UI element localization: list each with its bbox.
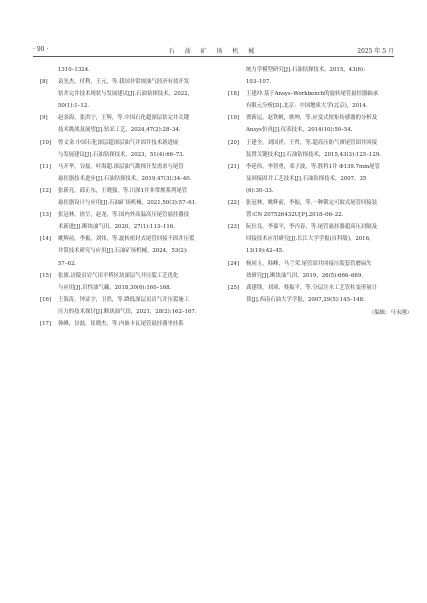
- reference-entry: [228, 282, 412, 306]
- reference-line: 王海涛，钟证宇，卫然，等.降低深层页岩气井压裂施工: [58, 296, 190, 303]
- reference-number: [20]: [228, 139, 240, 146]
- reference-line: 贾新运，赵铁帆，耿坤，等.应变式扭矩传感器的分析及: [246, 115, 378, 122]
- reference-number: [11]: [40, 163, 52, 170]
- reference-line: 悬挂器设计与应用[J].石油矿场机械，2021,50(3):57–61.: [58, 200, 197, 207]
- reference-line: 技术挑战及展望[J].钻采工艺，2024,47(2):28–34.: [58, 127, 181, 134]
- reference-line: 钻井完井技术现状与发展建议[J].石油钻探技术，2022，: [58, 91, 194, 98]
- reference-number: [14]: [40, 236, 52, 243]
- reference-line: 与发展建议[J].石油钻探技术，2023，51(4):66–73.: [58, 151, 185, 158]
- reference-line: 置:CN 207526432U[P].2018–06–22.: [246, 212, 344, 219]
- reference-number: [12]: [40, 187, 52, 194]
- reference-number: [23]: [228, 224, 240, 231]
- reference-line: 龚建锋，刘琦，蔡振平，等.分层注水工艺管柱变形量计: [246, 284, 378, 291]
- reference-line: 井筒技术研究与应用[J].石油矿场机械，2024，53(2):: [58, 248, 188, 255]
- reference-line: 王建全，刘国祥，王哲，等.超高压防气窜尾管固井回接: [246, 139, 378, 146]
- reference-entry: [228, 112, 412, 136]
- reference-number: [18]: [228, 91, 240, 98]
- editor-note: （编辑：马永刚）: [368, 309, 412, 316]
- reference-line: 杨同玉，韩峰，马兰荣.尾管固井回接压裂套管磨扁失: [246, 260, 372, 267]
- reference-number: [13]: [40, 212, 52, 219]
- reference-entry: [228, 88, 412, 112]
- reference-entry: [40, 209, 224, 233]
- reference-line: 袁光杰，付利，王元，等.我国非常规油气经济有效开发: [58, 79, 190, 86]
- reference-number: [17]: [40, 320, 52, 327]
- reference-line: 57–62.: [58, 260, 77, 267]
- reference-line: 效研究[J].断块油气田，2019，26(5):666–669.: [246, 272, 364, 279]
- reference-line: 有限元分析[D].北京：中国地质大学(北京)，2014.: [246, 103, 368, 110]
- reference-line: 阮位良，李嘉平，李丙春，等.尾管悬挂器超高压封隔及: [246, 224, 378, 231]
- reference-entry: [44, 64, 224, 76]
- reference-entry: [228, 161, 412, 197]
- reference-line: 马开华，谷磊，叶海超.深层油气勘探开发需求与尾管: [58, 163, 184, 170]
- reference-entry: [232, 64, 412, 88]
- header-rule: [33, 56, 394, 57]
- reference-entry: [40, 76, 224, 112]
- reference-line: 张旗.涪陵页岩气田平桥区块深层气井压裂工艺优化: [58, 272, 179, 279]
- reference-number: [10]: [40, 139, 52, 146]
- reference-entry: [40, 294, 224, 318]
- issue-date: 2025 年 5 月: [357, 48, 394, 55]
- reference-entry: [40, 233, 224, 269]
- reference-line: 压力的技术探讨[J].断块油气田，2021，28(2):162–167.: [58, 308, 197, 315]
- reference-line: 13(19):42–45.: [246, 248, 284, 255]
- reference-line: 姚辉前，李振，刘伟，等.旋转密封式尾管回接不固井压裂: [58, 236, 195, 243]
- reference-line: 李延伟，李智勇，邓子波，等.胜科1井 Φ139.7mm尾管: [246, 163, 380, 170]
- reference-entry: [228, 137, 412, 161]
- reference-line: 赵金海，张洪宁，王辉，等.中国石化超深层钻完井关键: [58, 115, 190, 122]
- reference-number: [24]: [228, 260, 240, 267]
- reference-line: 悬挂器技术进步[J].石油钻探技术，2019,47(3):34–40.: [58, 175, 192, 182]
- reference-number: [22]: [228, 200, 240, 207]
- reference-line: 韩峰，谷磊，崔晓杰，等.内嵌卡瓦尾管悬挂器坐挂系: [58, 320, 184, 327]
- reference-number: [16]: [40, 296, 52, 303]
- reference-line: 50(1):1–12.: [58, 103, 90, 110]
- reference-line: 王建冲.基于Ansys–Workbench的旋转尾管悬挂器轴承: [246, 91, 379, 98]
- reference-line: 张冠林，姚辉前，李振，等.一种锁定可取式尾管回接装: [246, 200, 378, 207]
- reference-number: [19]: [228, 115, 240, 122]
- reference-number: [15]: [40, 272, 52, 279]
- reference-entry: [40, 137, 224, 161]
- reference-entry: [40, 185, 224, 209]
- reference-line: 统力学模型研究[J].石油钻探技术，2015，43(6)：: [246, 67, 369, 73]
- reference-line: (6):30–33.: [246, 187, 274, 194]
- reference-entry: [40, 270, 224, 294]
- reference-number: [21]: [228, 163, 240, 170]
- reference-line: 1310–1324.: [58, 67, 90, 73]
- reference-line: 张新亮，邱正东，王晓强，等.川深1井非常规系列尾管: [58, 187, 188, 194]
- reference-entry: [40, 161, 224, 185]
- reference-number: [25]: [228, 284, 240, 291]
- left-column: [40, 64, 224, 330]
- reference-line: 张冠林，徐呈，赵龙，等.国内外高温高压尾管悬挂器技: [58, 212, 190, 219]
- reference-line: 术新进[J].断块油气田，2020，27(1):113–116.: [58, 224, 176, 231]
- reference-line: Ansys仿真[J].仪表技术，2014(10):50–54.: [246, 127, 353, 134]
- reference-entry: [228, 221, 412, 257]
- reference-line: 装置关键技术[J].石油钻探技术，2015,43(3):125–129.: [246, 151, 381, 158]
- reference-number: [9]: [40, 115, 48, 122]
- reference-entry: [40, 112, 224, 136]
- reference-entry: [228, 197, 412, 221]
- reference-line: 回接技术应用研究[J].长江大学学报(自科版)，2016，: [246, 236, 375, 243]
- reference-line: 及回接固井工艺技术[J].石油钻探技术，2007，35: [246, 175, 367, 182]
- reference-line: 曾义金.中国石化深层超深层油气井固井技术新进展: [58, 139, 179, 146]
- reference-entry: [228, 258, 412, 282]
- page-number: · 90 ·: [33, 46, 49, 53]
- reference-number: [8]: [40, 79, 48, 86]
- reference-entry: [40, 318, 224, 330]
- journal-title: 石 油 矿 场 机 械: [168, 48, 259, 55]
- reference-line: 与应用[J].岩性油气藏，2018,30(6):160–168.: [58, 284, 172, 291]
- reference-line: 算[J].西南石油大学学报，2007,29(5):145–148.: [246, 296, 365, 303]
- reference-line: 103–107.: [246, 79, 271, 86]
- right-column: [228, 64, 412, 319]
